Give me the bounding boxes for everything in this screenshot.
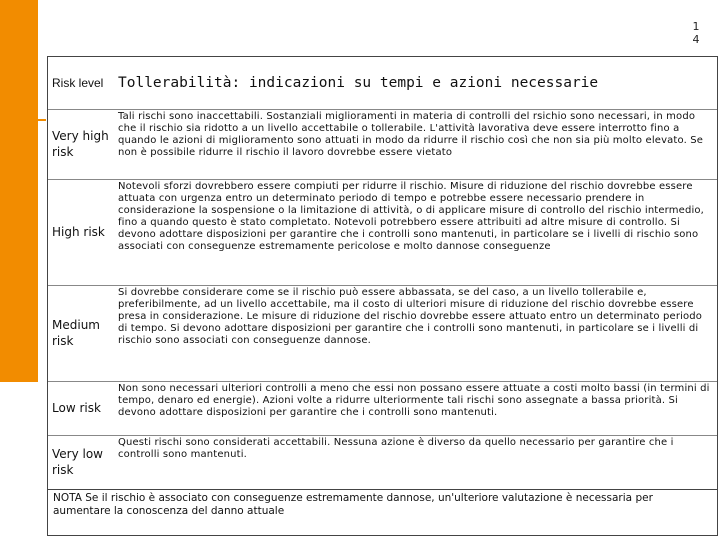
risk-description-high: Notevoli sforzi dovrebbero essere compiuti per ridurre il rischio. Misure di riduzione del rischio dovrebbe essere attuata con urgenza entro un determinato periodo di tempo e potrebbe essere necessario prendere in considerazione la sospensione o la limitazione di attività, o di applicare misure di controllo del rischio intermedio, fino a quando questo è stato completato. Notevoli potrebbero essere attribuiti ad altre misure di controllo. Si devono adottare disposizioni per garantire che i controlli sono mantenuti, in particolare se i livelli di rischio sono associati con conseguenze estremamente pericolose e molto dannose conseguenze	[118, 181, 704, 252]
risk-level-low: Low risk	[52, 401, 101, 415]
table-row-high	[48, 179, 717, 286]
risk-level-very-high: Very high risk	[52, 129, 109, 159]
risk-level-very-low: Very low risk	[52, 447, 103, 477]
table-row-medium	[48, 285, 717, 382]
table-row-very-high	[48, 109, 717, 180]
table-row-very-low	[48, 435, 717, 490]
accent-tick	[30, 119, 46, 121]
risk-level-header: Risk level	[52, 76, 104, 90]
table-header-row	[48, 57, 717, 110]
table-title: Tollerabilità: indicazioni su tempi e azioni necessarie	[118, 75, 599, 91]
risk-description-very-low: Questi rischi sono considerati accettabili. Nessuna azione è diverso da quello necessario per garantire che i controlli sono mantenuti.	[118, 437, 674, 460]
risk-description-very-high: Tali rischi sono inaccettabili. Sostanziali miglioramenti in materia di controlli del rsichio sono necessari, in modo che il rischio sia ridotto a un livello accettabile o tollerabile. L'attività lavorativa deve essere interrotto fino a quando le azioni di miglioramento sono attuati in modo da ridurre il rischio così che non sia più molto elevato. Se non è possibile ridurre il rischio il lavoro dovrebbe essere vietato	[118, 111, 704, 158]
risk-description-low: Non sono necessari ulteriori controlli a meno che essi non possano essere attuate a costi molto bassi (in termini di tempo, denaro ed energie). Azioni volte a ridurre ulteriormente tali rischi sono assegnate a bassa priorità. Si devono adottare disposizioni per garantire che i controlli sono mantenuti.	[118, 383, 710, 418]
page-number: 14	[692, 20, 700, 46]
risk-level-high: High risk	[52, 225, 105, 239]
table-footnote: NOTA Se il rischio è associato con conseguenze estremamente dannose, un'ulteriore valutazione è necessaria per aumentare la conoscenza del danno attuale	[53, 492, 653, 517]
risk-table	[47, 56, 718, 536]
table-row-low	[48, 381, 717, 436]
risk-description-medium: Si dovrebbe considerare come se il rischio può essere abbassata, se del caso, a un livello tollerabile e, preferibilmente, ad un livello accettabile, ma il costo di ulteriori misure di riduzione del rischio dovrebbe essere presa in considerazione. Le misure di riduzione del rischio dovrebbe essere attuato entro un determinato periodo di tempo. Si devono adottare disposizioni per garantire che i controlli sono mantenuti, in particolare se i livelli di rischio sono associati con conseguenze dannose.	[118, 287, 703, 346]
orange-accent-bar	[0, 0, 38, 382]
risk-level-medium: Medium risk	[52, 318, 100, 348]
